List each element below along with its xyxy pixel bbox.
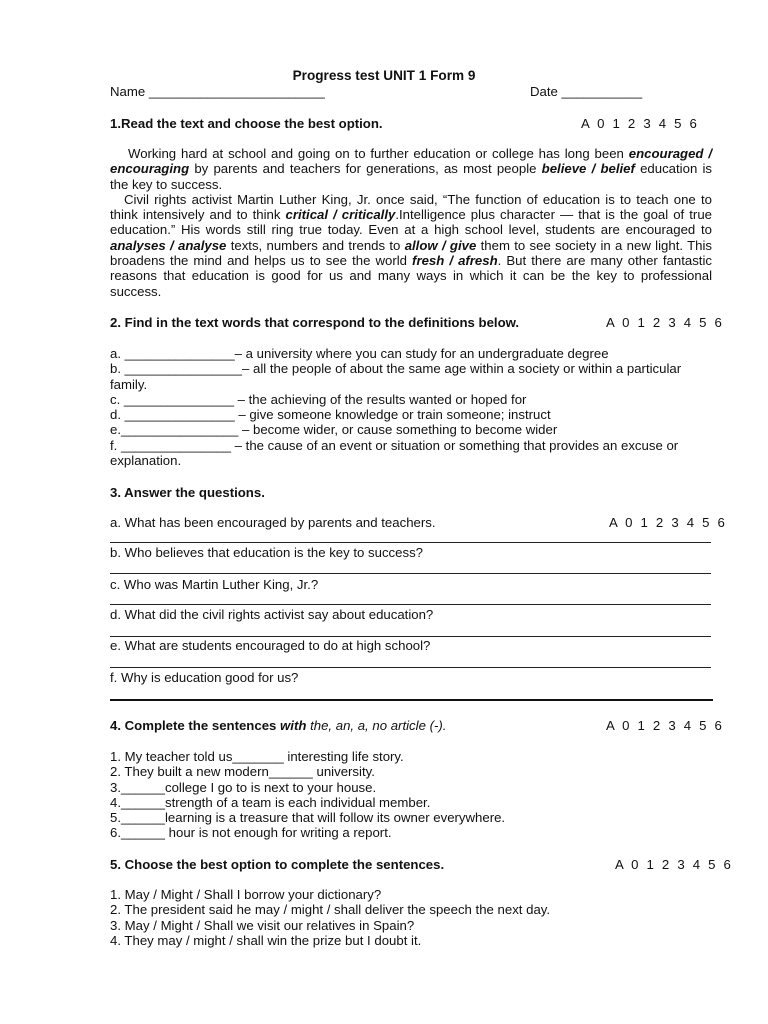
- option-analyse: analyses / analyse: [110, 237, 227, 253]
- article-sentences: [110, 749, 710, 841]
- sentence-item[interactable]: 3.______college I go to is next to your house.: [110, 779, 377, 795]
- answer-line[interactable]: [110, 604, 711, 605]
- option-encouraged: encouraged / encouraging: [110, 146, 712, 177]
- option-critical: critical / critically: [285, 207, 396, 223]
- paragraph-1: [110, 146, 712, 192]
- definition-item[interactable]: e.________________ – become wider, or cause something to become wider: [110, 422, 558, 438]
- text-run: Civil rights activist Martin Luther King, Jr. once said, “The function of education is to teach one to think intensively and to think: [110, 191, 712, 223]
- option-allow: allow / give: [404, 237, 477, 253]
- heading-text: the, an, a, no article (-).: [306, 718, 447, 733]
- section4-score: A 0 1 2 3 4 5 6: [606, 718, 725, 733]
- option-fresh: fresh / afresh: [412, 253, 498, 269]
- question-d: d. What did the civil rights activist say about education?: [110, 607, 434, 622]
- section2-heading: [110, 315, 519, 330]
- definition-item[interactable]: d. _______________ – give someone knowledge or train someone; instruct: [110, 407, 551, 423]
- sentence-item[interactable]: 6.______ hour is not enough for writing a report.: [110, 825, 392, 841]
- section5-score: A 0 1 2 3 4 5 6: [615, 857, 734, 872]
- definition-item[interactable]: f. _______________ – the cause of an event or situation or something that provides an excuse or explanation.: [110, 437, 679, 469]
- section1-heading: 1.Read the text and choose the best option.: [110, 116, 383, 131]
- text-run: . But there are many other fantastic reasons that education is good for us and many ways in which it can be the key to professional success.: [110, 253, 712, 299]
- section5-heading: 5. Choose the best option to complete the sentences.: [110, 857, 445, 872]
- date-field[interactable]: Date ___________: [530, 84, 643, 99]
- answer-line[interactable]: [110, 542, 711, 543]
- option-belief: belief: [600, 161, 635, 177]
- page-title: Progress test UNIT 1 Form 9: [292, 68, 476, 83]
- definitions-list: [110, 346, 710, 468]
- sentence-item[interactable]: 2. They built a new modern______ university.: [110, 764, 375, 780]
- section3-heading: 3. Answer the questions.: [110, 485, 265, 500]
- sentence-item[interactable]: 4. They may / might / shall win the prize but I doubt it.: [110, 932, 422, 948]
- section1-score: A 0 1 2 3 4 5 6: [581, 116, 700, 131]
- answer-line[interactable]: [110, 699, 713, 701]
- text-run: them to see society in a new light. This broadens the mind and helps us to see the world: [110, 237, 712, 269]
- paragraph-2: [110, 192, 712, 299]
- answer-line[interactable]: [110, 573, 711, 574]
- section3-score: A 0 1 2 3 4 5 6: [609, 515, 728, 530]
- sentence-item[interactable]: 1. May / Might / Shall I borrow your dictionary?: [110, 887, 382, 902]
- answer-line[interactable]: [110, 667, 711, 668]
- heading-text: with: [280, 718, 307, 733]
- section4-heading: [110, 718, 446, 733]
- question-a: a. What has been encouraged by parents and teachers.: [110, 515, 436, 530]
- sentence-item[interactable]: 1. My teacher told us_______ interesting life story.: [110, 749, 404, 764]
- definition-item[interactable]: c. _______________ – the achieving of the results wanted or hoped for: [110, 391, 527, 407]
- sentence-item[interactable]: 5.______learning is a treasure that will follow its owner everywhere.: [110, 810, 506, 826]
- text-run: texts, numbers and trends to: [226, 237, 405, 253]
- option-believe: believe /: [541, 161, 596, 177]
- definition-item[interactable]: a. _______________– a university where you can study for an undergraduate degree: [110, 346, 609, 361]
- section1-text: [110, 146, 712, 299]
- question-b: b. Who believes that education is the key to success?: [110, 545, 424, 560]
- text-run: .Intelligence plus character — that is the goal of true education.” His words still ring true today. Even at a high school level, students are encouraged to: [110, 207, 712, 238]
- sentence-item[interactable]: 4.______strength of a team is each individual member.: [110, 794, 431, 810]
- section2-score: A 0 1 2 3 4 5 6: [606, 315, 725, 330]
- text-run: education is the key to success.: [110, 161, 712, 192]
- sentence-item[interactable]: 3. May / Might / Shall we visit our relatives in Spain?: [110, 917, 415, 933]
- answer-line[interactable]: [110, 636, 711, 637]
- question-c: c. Who was Martin Luther King, Jr.?: [110, 577, 319, 592]
- question-e: e. What are students encouraged to do at high school?: [110, 638, 431, 653]
- text-run: Working hard at school and going on to further education or college has long been: [128, 146, 624, 161]
- modal-sentences: [110, 887, 710, 948]
- definition-item[interactable]: b. ________________– all the people of about the same age within a society or within a particular family.: [110, 361, 682, 392]
- section2-heading-text: 2. Find in the text words that correspond to the definitions below.: [110, 315, 520, 330]
- sentence-item[interactable]: 2. The president said he may / might / shall deliver the speech the next day.: [110, 902, 551, 918]
- question-f: f. Why is education good for us?: [110, 670, 299, 685]
- heading-text: 4. Complete the sentences: [110, 718, 281, 733]
- name-field[interactable]: Name ________________________: [110, 84, 325, 99]
- text-run: by parents and teachers for generations, as most people: [189, 161, 542, 177]
